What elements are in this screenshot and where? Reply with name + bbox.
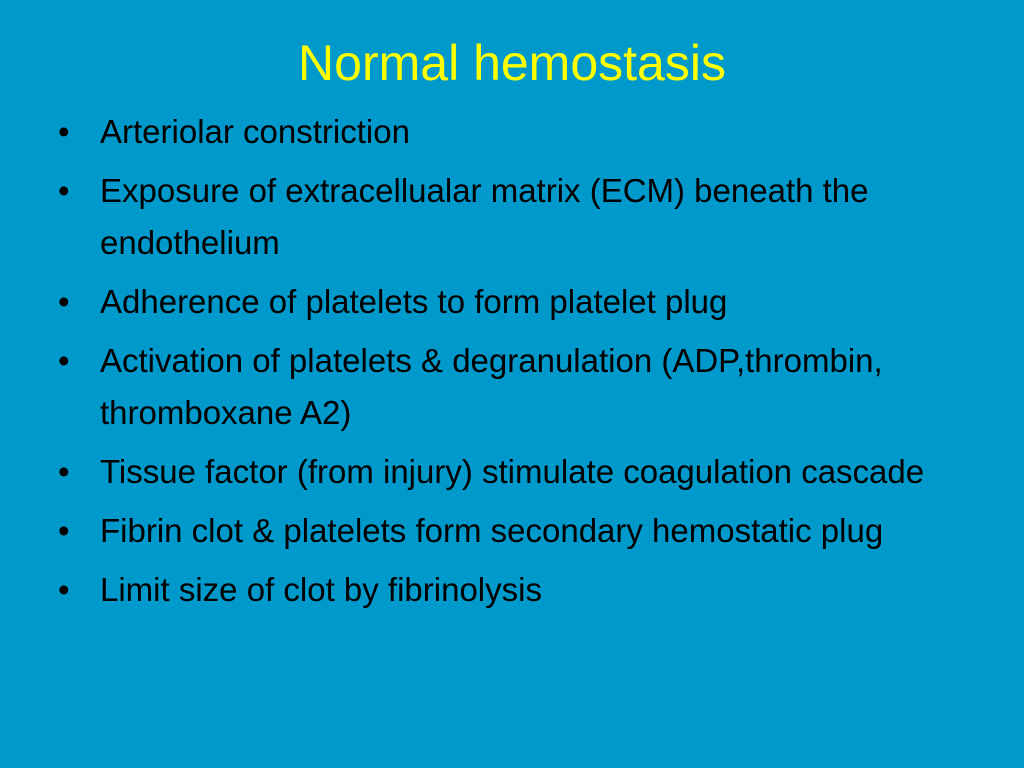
slide-title: Normal hemostasis (298, 35, 726, 91)
bullet-icon: • (58, 342, 70, 379)
bullet-icon: • (58, 571, 70, 608)
bullet-text: Exposure of extracellualar matrix (ECM) beneath the endothelium (100, 172, 869, 261)
bullet-text: Tissue factor (from injury) stimulate coagulation cascade (100, 453, 925, 490)
bullet-text: Limit size of clot by fibrinolysis (100, 571, 542, 608)
bullet-text: Arteriolar constriction (100, 113, 410, 150)
bullet-item (58, 276, 978, 328)
bullet-item (58, 106, 978, 158)
bullet-icon: • (58, 172, 70, 209)
bullet-icon: • (58, 512, 70, 549)
bullet-icon: • (58, 453, 70, 490)
bullet-item (58, 564, 978, 616)
bullet-text: Adherence of platelets to form platelet plug (100, 283, 728, 320)
bullet-text: Activation of platelets & degranulation (ADP,thrombin, thromboxane A2) (100, 342, 883, 431)
bullet-text: Fibrin clot & platelets form secondary hemostatic plug (100, 512, 884, 549)
bullet-icon: • (58, 113, 70, 150)
bullet-list (58, 106, 978, 623)
bullet-item (58, 335, 978, 439)
bullet-icon: • (58, 283, 70, 320)
bullet-item (58, 165, 978, 269)
bullet-item (58, 505, 978, 557)
bullet-item (58, 446, 978, 498)
